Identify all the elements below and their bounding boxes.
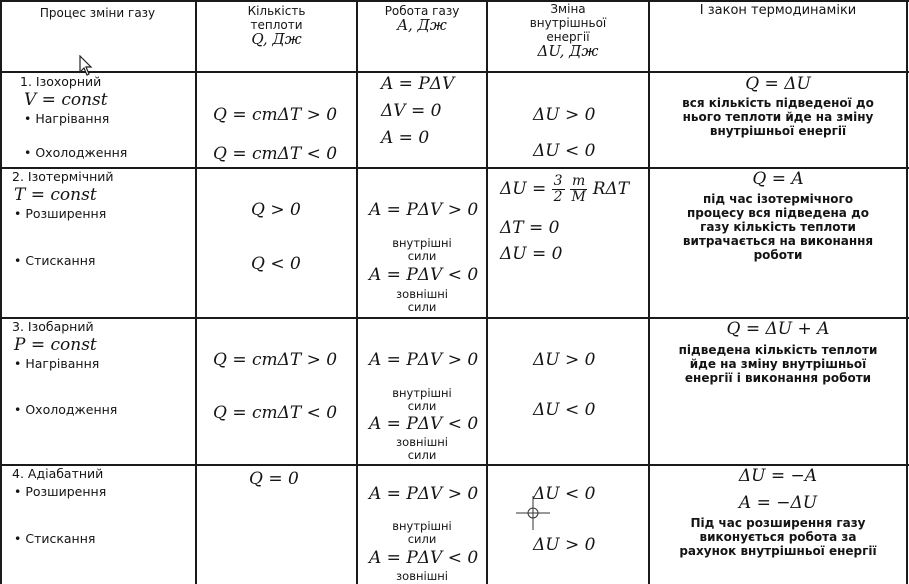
isothermal-ext-line1: внутрішні bbox=[392, 236, 452, 250]
isothermal-int-line2: сили bbox=[407, 300, 437, 314]
isobaric-desc-line1: підведена кількість теплоти bbox=[678, 343, 878, 357]
isobaric-heat-1: Q = cmΔT > 0 bbox=[213, 350, 338, 370]
adiabatic-ext-line1: внутрішні bbox=[392, 519, 452, 533]
adiabatic-ext-line2: сили bbox=[407, 532, 437, 546]
fraction-2-numerator: m bbox=[572, 173, 586, 189]
header-energy bbox=[488, 2, 648, 59]
header-work-line1: Робота газу bbox=[384, 4, 460, 18]
isochoric-work-1: A = PΔV bbox=[381, 74, 455, 94]
header-process: Процес зміни газу bbox=[39, 6, 156, 20]
col-divider-1 bbox=[195, 0, 197, 584]
adiabatic-desc-line1: Під час розширення газу bbox=[690, 516, 866, 530]
isobaric-desc-line3: енергії і виконання роботи bbox=[684, 371, 872, 385]
isothermal-condition: T = const bbox=[14, 185, 97, 205]
adiabatic-description bbox=[650, 516, 906, 558]
header-heat-unit: Q, Дж bbox=[251, 30, 302, 48]
isothermal-law: Q = A bbox=[752, 169, 804, 189]
isothermal-desc-line3: газу кількість теплоти bbox=[700, 220, 856, 234]
isothermal-int-line1: зовнішні bbox=[396, 287, 448, 301]
isothermal-ext-line2: сили bbox=[407, 249, 437, 263]
isothermal-case-expansion: • Розширення bbox=[14, 206, 107, 221]
fraction-1-numerator: 3 bbox=[553, 173, 563, 189]
isochoric-law: Q = ΔU bbox=[745, 74, 811, 94]
isobaric-int-line1: зовнішні bbox=[396, 435, 448, 449]
isochoric-energy-1: ΔU > 0 bbox=[533, 105, 596, 125]
header-work-unit: A, Дж bbox=[397, 16, 447, 34]
isochoric-title: 1. Ізохорний bbox=[20, 74, 102, 89]
isobaric-case-cooling: • Охолодження bbox=[14, 402, 118, 417]
adiabatic-heat: Q = 0 bbox=[249, 469, 299, 489]
header-heat-line2: теплоти bbox=[250, 18, 303, 32]
adiabatic-int-line1: зовнішні bbox=[396, 569, 448, 583]
header-energy-line1: Зміна bbox=[550, 2, 586, 16]
isochoric-description bbox=[650, 96, 906, 138]
adiabatic-case-compression: • Стискання bbox=[14, 531, 96, 546]
isothermal-desc-line1: під час ізотермічного bbox=[702, 192, 854, 206]
isobaric-law: Q = ΔU + A bbox=[726, 319, 830, 339]
isochoric-desc-line3: внутрішньої енергії bbox=[709, 124, 847, 138]
isochoric-heat-2: Q = cmΔT < 0 bbox=[213, 144, 338, 164]
isothermal-desc-line4: витрачається на виконання bbox=[682, 234, 874, 248]
adiabatic-desc-line2: виконується робота за bbox=[699, 530, 857, 544]
isobaric-work-1: A = PΔV > 0 bbox=[369, 350, 479, 370]
isobaric-ext-line2: сили bbox=[407, 399, 437, 413]
isochoric-condition: V = const bbox=[24, 90, 108, 110]
isochoric-case-cooling: • Охолодження bbox=[24, 145, 128, 160]
crosshair-icon bbox=[516, 496, 550, 530]
isochoric-energy-2: ΔU < 0 bbox=[533, 141, 596, 161]
isobaric-ext-line1: внутрішні bbox=[392, 386, 452, 400]
isothermal-energy-3: ΔU = 0 bbox=[500, 244, 563, 264]
isothermal-work-external-note bbox=[358, 288, 486, 314]
adiabatic-work-external-note bbox=[358, 570, 486, 583]
isothermal-description bbox=[650, 192, 906, 262]
header-energy-line3: енергії bbox=[546, 30, 590, 44]
header-row-divider bbox=[0, 71, 909, 73]
isothermal-heat-1: Q > 0 bbox=[251, 200, 301, 220]
adiabatic-work-2: A = PΔV < 0 bbox=[369, 548, 479, 568]
adiabatic-work-internal-note bbox=[358, 520, 486, 546]
adiabatic-work-1: A = PΔV > 0 bbox=[369, 484, 479, 504]
isothermal-desc-line2: процесу вся підведена до bbox=[686, 206, 870, 220]
isobaric-work-external-note bbox=[358, 436, 486, 462]
mouse-pointer-icon bbox=[79, 55, 93, 77]
fraction-2-denominator: M bbox=[571, 189, 586, 205]
adiabatic-title: 4. Адіабатний bbox=[12, 466, 104, 481]
col-divider-3 bbox=[486, 0, 488, 584]
isothermal-work-2: A = PΔV < 0 bbox=[369, 265, 479, 285]
isothermal-energy-fraction-2 bbox=[570, 174, 587, 205]
isobaric-title: 3. Ізобарний bbox=[12, 319, 94, 334]
isobaric-energy-1: ΔU > 0 bbox=[533, 350, 596, 370]
isobaric-description bbox=[650, 343, 906, 385]
isobaric-int-line2: сили bbox=[407, 448, 437, 462]
isochoric-work-2: ΔV = 0 bbox=[381, 101, 442, 121]
table-right-border bbox=[906, 0, 908, 584]
header-energy-line2: внутрішньої bbox=[529, 16, 607, 30]
header-work bbox=[358, 4, 486, 33]
isothermal-energy-lhs: ΔU = bbox=[500, 179, 547, 199]
adiabatic-case-expansion: • Розширення bbox=[14, 484, 107, 499]
isothermal-desc-line5: роботи bbox=[753, 248, 803, 262]
isothermal-energy-2: ΔT = 0 bbox=[500, 218, 560, 238]
isochoric-case-heating: • Нагрівання bbox=[24, 111, 110, 126]
header-first-law: І закон термодинаміки bbox=[699, 3, 857, 18]
isobaric-energy-2: ΔU < 0 bbox=[533, 400, 596, 420]
isobaric-desc-line2: йде на зміну внутрішньої bbox=[689, 357, 867, 371]
isothermal-energy-fraction-1 bbox=[552, 174, 565, 205]
adiabatic-law-2: A = −ΔU bbox=[738, 493, 818, 513]
isobaric-condition: P = const bbox=[14, 335, 97, 355]
isothermal-work-internal-note bbox=[358, 237, 486, 263]
isothermal-energy-rhs: RΔT bbox=[592, 179, 630, 199]
isobaric-work-2: A = PΔV < 0 bbox=[369, 414, 479, 434]
table-top-border bbox=[0, 0, 909, 2]
isothermal-heat-2: Q < 0 bbox=[251, 254, 301, 274]
isothermal-work-1: A = PΔV > 0 bbox=[369, 200, 479, 220]
isobaric-work-internal-note bbox=[358, 387, 486, 413]
isobaric-heat-2: Q = cmΔT < 0 bbox=[213, 403, 338, 423]
isothermal-title: 2. Ізотермічний bbox=[12, 169, 114, 184]
table-left-border bbox=[0, 0, 2, 584]
header-heat-line1: Кількість bbox=[247, 4, 306, 18]
adiabatic-energy-1: ΔU < 0 bbox=[533, 484, 596, 504]
isochoric-work-3: A = 0 bbox=[381, 128, 430, 148]
adiabatic-desc-line3: рахунок внутрішньої енергії bbox=[679, 544, 877, 558]
isothermal-energy-formula bbox=[500, 174, 629, 205]
isochoric-heat-1: Q = cmΔT > 0 bbox=[213, 105, 338, 125]
header-energy-unit: ΔU, Дж bbox=[537, 42, 599, 60]
adiabatic-law-1: ΔU = −A bbox=[738, 466, 818, 486]
fraction-1-denominator: 2 bbox=[553, 189, 563, 205]
isochoric-desc-line2: нього теплоти йде на зміну bbox=[682, 110, 874, 124]
isothermal-case-compression: • Стискання bbox=[14, 253, 96, 268]
isobaric-case-heating: • Нагрівання bbox=[14, 356, 100, 371]
header-heat bbox=[197, 4, 356, 47]
adiabatic-energy-2: ΔU > 0 bbox=[533, 535, 596, 555]
isochoric-desc-line1: вся кількість підведеної до bbox=[682, 96, 874, 110]
